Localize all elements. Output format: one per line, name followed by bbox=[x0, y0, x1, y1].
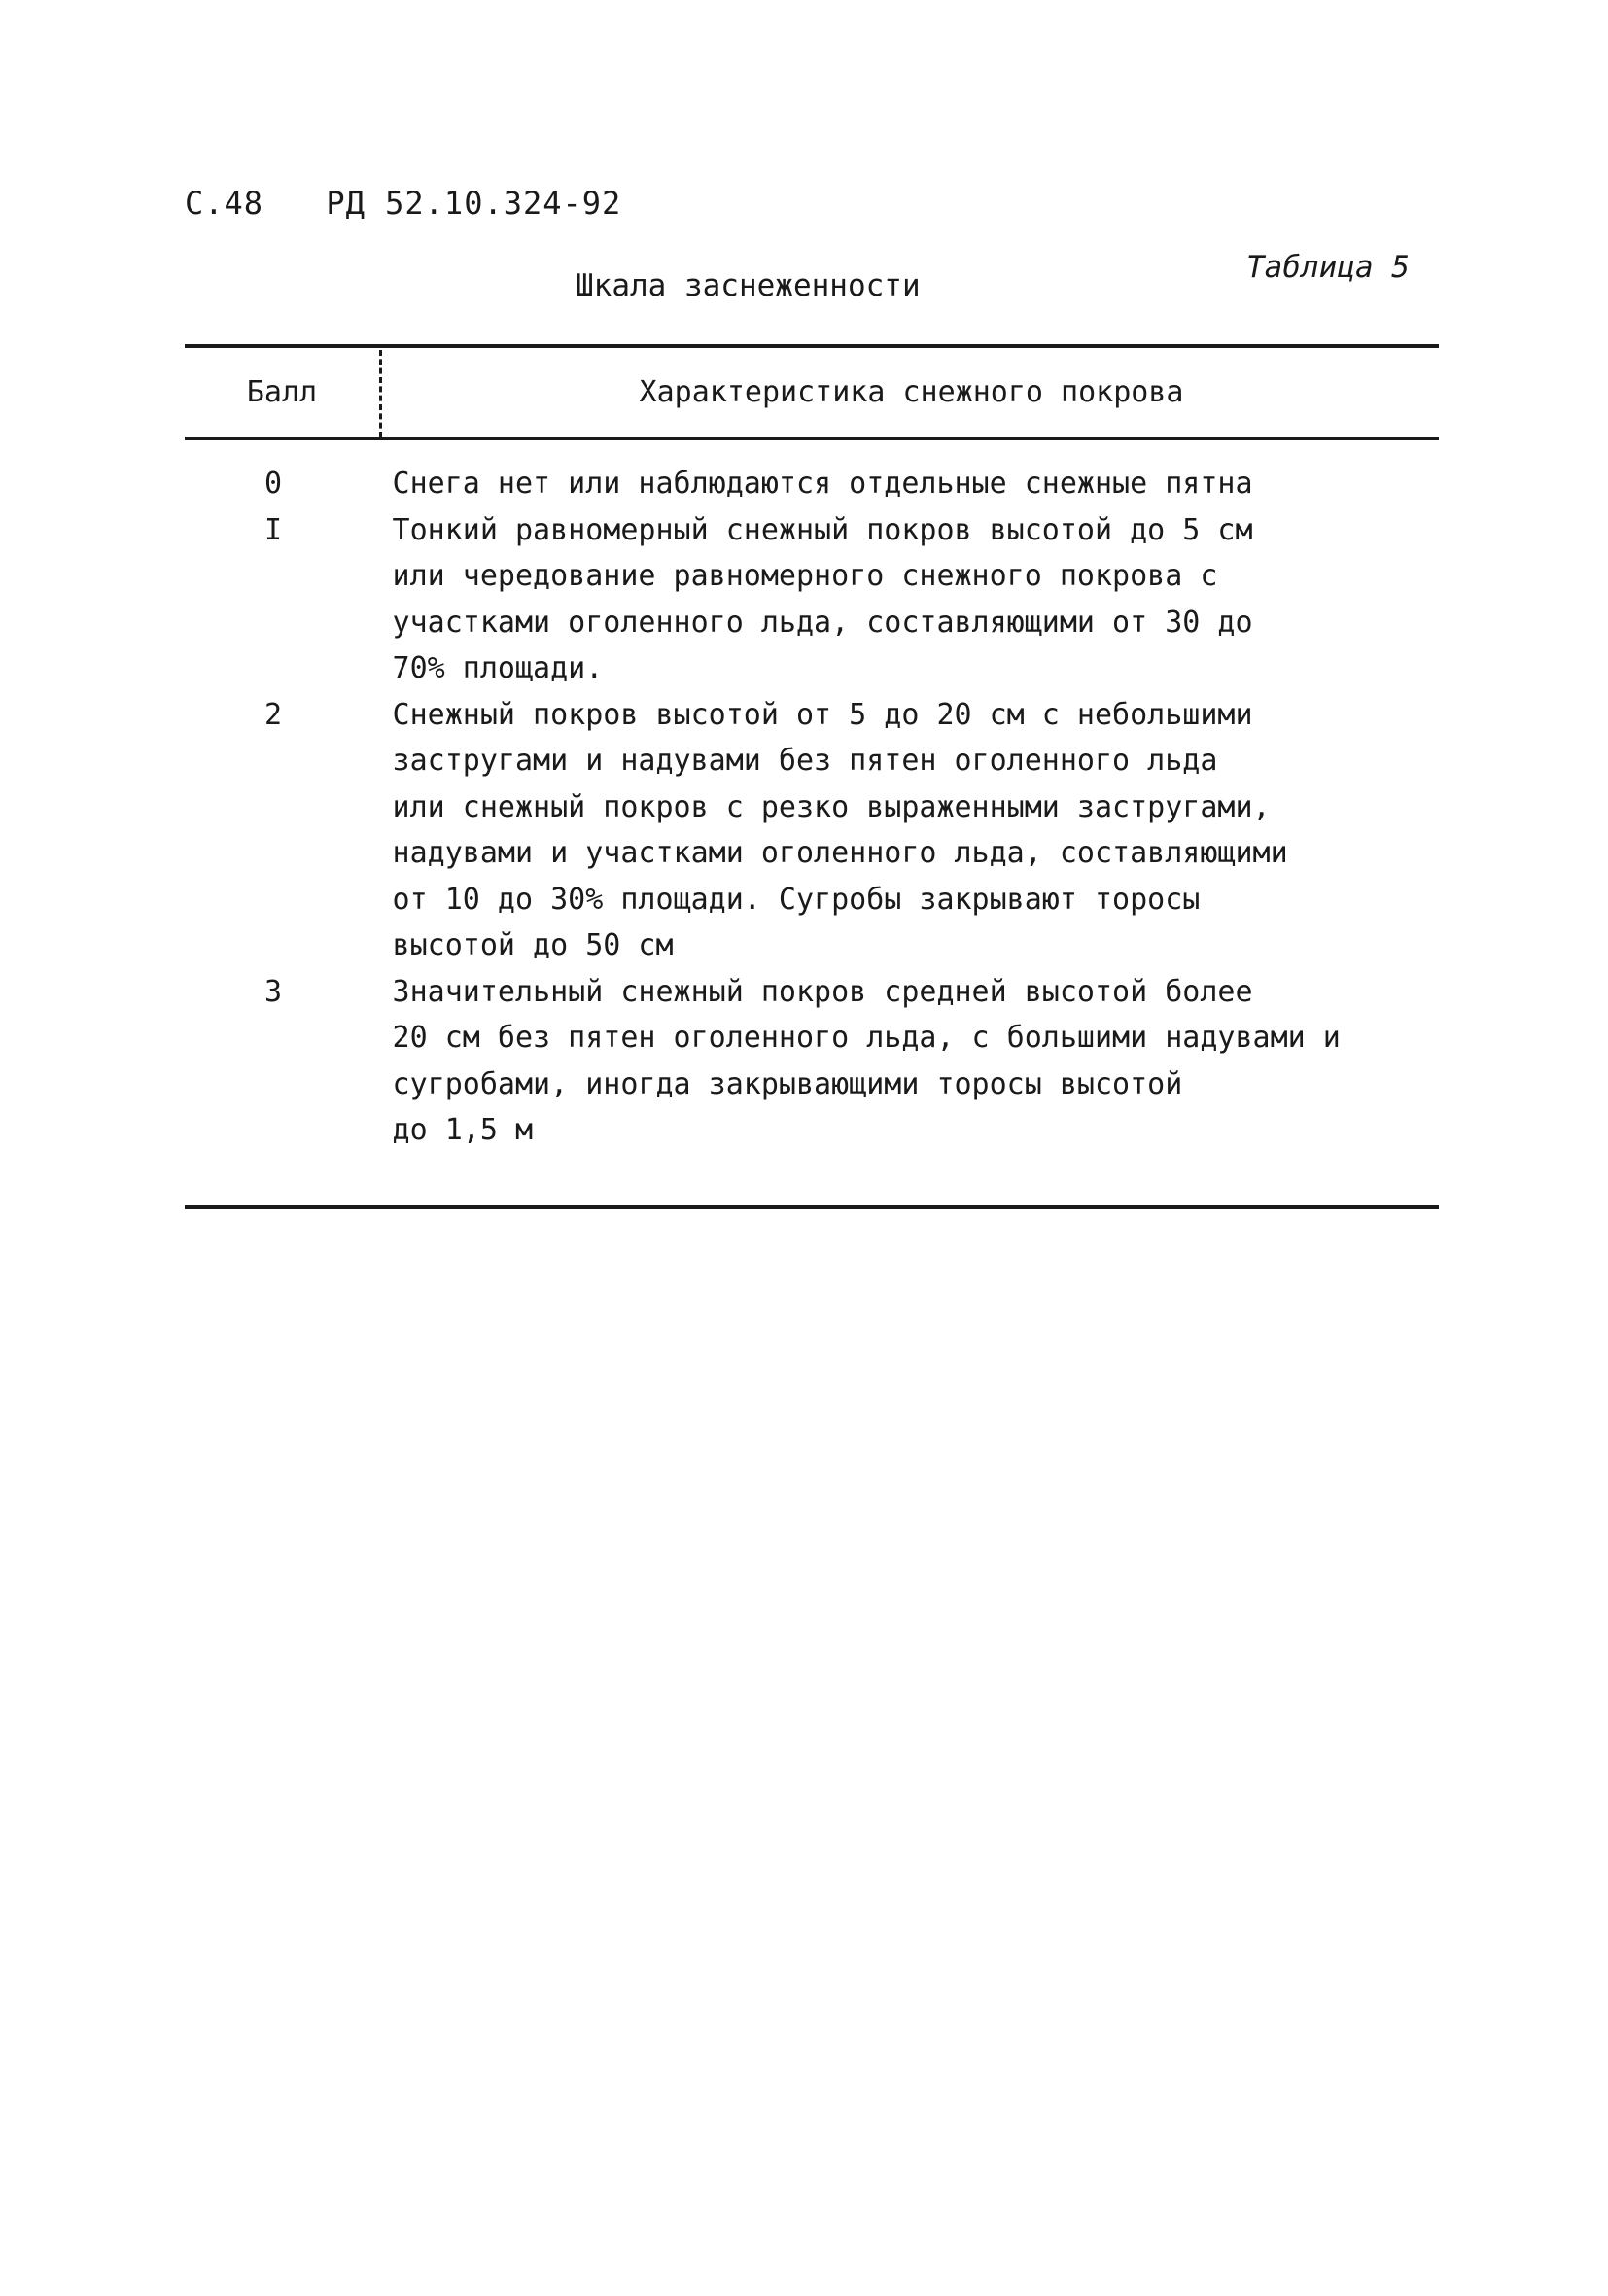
table-label: Таблица 5 bbox=[1246, 250, 1410, 285]
column-header-score: Балл bbox=[246, 375, 318, 409]
page-header bbox=[185, 185, 621, 222]
table-header-rule bbox=[185, 437, 1439, 440]
table-row bbox=[185, 692, 1439, 969]
table-row bbox=[185, 969, 1439, 1154]
row-score: 0 bbox=[264, 467, 283, 501]
row-score: I bbox=[264, 512, 283, 547]
header-column-divider bbox=[379, 350, 382, 437]
row-score: 2 bbox=[264, 697, 283, 732]
page-number: С.48 bbox=[185, 185, 264, 222]
table-row bbox=[185, 507, 1439, 692]
table-top-rule bbox=[185, 344, 1439, 348]
row-description: Снежный покров высотой от 5 до 20 см с небольшими застругами и надувами без пятен оголенного льда или снежный покров с резко выраженными застругами, надувами и участками оголенного льда, составляющими от 10 до 30% площади. Сугробы закрывают торосы высотой до 50 см bbox=[392, 697, 1288, 962]
document-code: РД 52.10.324-92 bbox=[326, 185, 622, 222]
table-body bbox=[185, 461, 1439, 1154]
table-caption: Шкала заснеженности bbox=[576, 268, 921, 303]
table-row bbox=[185, 461, 1439, 507]
row-description: Тонкий равномерный снежный покров высотой до 5 см или чередование равномерного снежного покрова с участками оголенного льда, составляющими от 30 до 70% площади. bbox=[392, 512, 1253, 685]
row-description: Снега нет или наблюдаются отдельные снежные пятна bbox=[392, 467, 1253, 501]
table-bottom-rule bbox=[185, 1205, 1439, 1209]
row-score: 3 bbox=[264, 974, 283, 1009]
column-header-description: Характеристика снежного покрова bbox=[639, 375, 1184, 409]
row-description: Значительный снежный покров средней высотой более 20 см без пятен оголенного льда, с большими надувами и сугробами, иногда закрывающими торосы высотой до 1,5 м bbox=[392, 974, 1341, 1147]
